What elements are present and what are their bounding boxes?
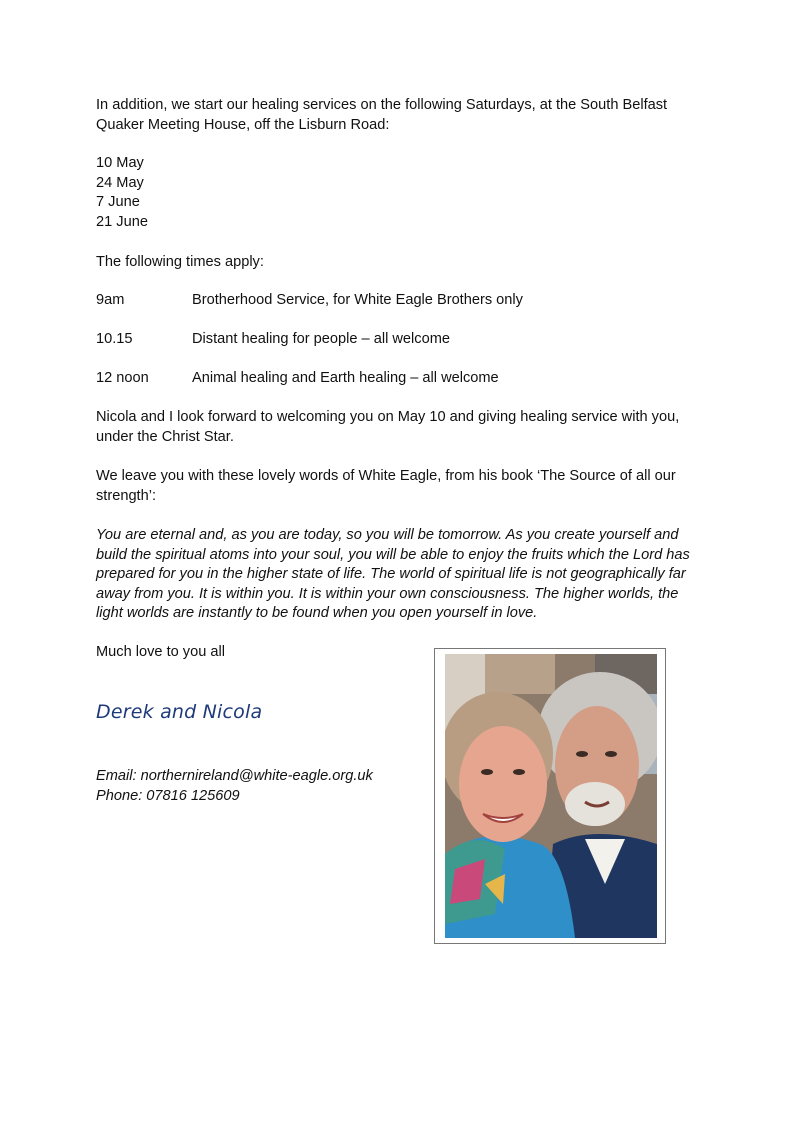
signature: Derek and Nicola [96,701,263,723]
date-item: 21 June [96,213,148,230]
intro-paragraph [96,96,706,135]
quote-text: You are eternal and, as you are today, so you will be tomorrow. As you create yourself and build the spiritual atoms into your soul, you will be able to enjoy the fruits which the Lord has prepared for you in the higher state of life. The world of spiritual life is not geographically far away from you. It is within you. It is within your own consciousness. The higher worlds, the light worlds are instantly to be found when you open yourself in love. [96,527,690,622]
date-item: 10 May [96,155,144,171]
schedule-row [96,369,706,389]
welcome-paragraph [96,408,706,447]
times-intro [96,253,706,273]
dates-list [96,154,706,232]
schedule-time: 10.15 [96,331,133,347]
photo-frame [434,648,666,944]
couple-photo-illustration [445,654,657,938]
couple-photo [445,654,657,938]
closing-text: Much love to you all [96,644,225,660]
schedule-time: 12 noon [96,370,149,386]
intro-text: In addition, we start our healing services on the following Saturdays, at the South Belfast Quaker Meeting House, off the Lisburn Road: [96,97,668,133]
schedule-description: Brotherhood Service, for White Eagle Brothers only [192,292,523,308]
contact-phone: Phone: 07816 125609 [96,787,240,804]
welcome-text: Nicola and I look forward to welcoming you on May 10 and giving healing service with you, under the Christ Star. [96,409,680,445]
schedule-time: 9am [96,292,125,308]
quote-intro-paragraph [96,467,706,506]
schedule-description: Animal healing and Earth healing – all welcome [192,370,499,386]
schedule-row [96,330,706,350]
quote-intro-text: We leave you with these lovely words of White Eagle, from his book ‘The Source of all our strength’: [96,468,676,504]
schedule-description: Distant healing for people – all welcome [192,331,450,347]
date-item: 7 June [96,194,140,211]
contact-block [96,767,373,806]
times-intro-text: The following times apply: [96,254,264,270]
quote-paragraph [96,526,706,624]
date-item: 24 May [96,174,144,191]
contact-email: Email: northernireland@white-eagle.org.uk [96,768,373,784]
schedule-row [96,291,706,311]
